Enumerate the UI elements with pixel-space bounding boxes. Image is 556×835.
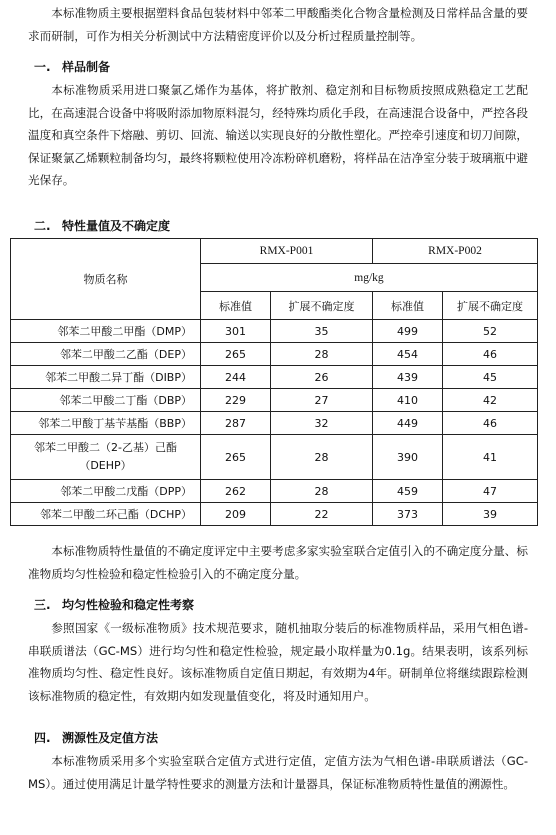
- unit-header: mg/kg: [201, 264, 538, 292]
- section-title: 样品制备: [62, 60, 111, 74]
- substance-name-header: 物质名称: [11, 239, 201, 320]
- uncertainty-value: 32: [271, 412, 373, 435]
- sample-header: RMX-P001: [201, 239, 373, 264]
- substance-name-line2: （DEHP）: [79, 459, 132, 472]
- table-row: [11, 343, 538, 366]
- standard-value: 499: [373, 320, 443, 343]
- section-heading-2: [34, 216, 170, 236]
- table-row: [11, 480, 538, 503]
- substance-name: 邻苯二甲酸二丁酯（DBP）: [11, 389, 201, 412]
- section-number: 三.: [34, 598, 51, 612]
- standard-value: 454: [373, 343, 443, 366]
- standard-value-header: 标准值: [373, 292, 443, 320]
- standard-value: 287: [201, 412, 271, 435]
- section-title: 溯源性及定值方法: [62, 731, 159, 745]
- standard-value: 449: [373, 412, 443, 435]
- standard-value: 410: [373, 389, 443, 412]
- uncertainty-value: 46: [443, 343, 538, 366]
- uncertainty-header: 扩展不确定度: [443, 292, 538, 320]
- uncertainty-value: 26: [271, 366, 373, 389]
- table-row: [11, 503, 538, 526]
- uncertainty-value: 35: [271, 320, 373, 343]
- uncertainty-value: 47: [443, 480, 538, 503]
- uncertainty-value: 41: [443, 435, 538, 480]
- uncertainty-value: 46: [443, 412, 538, 435]
- standard-value: 209: [201, 503, 271, 526]
- substance-name: 邻苯二甲酸二甲酯（DMP）: [11, 320, 201, 343]
- substance-name: 邻苯二甲酸二戊酯（DPP）: [11, 480, 201, 503]
- standard-value: 262: [201, 480, 271, 503]
- preparation-paragraph: 本标准物质采用进口聚氯乙烯作为基体，将扩散剂、稳定剂和目标物质按照成熟稳定工艺配比，在高速混合设备中将吸附添加物原料混匀，经特殊均质化手段，在高速混合设备中，严控各段温度和真空条件下熔融、剪切、回流、输送以实现良好的分散性塑化。严控牵引速度和切刀间隙，保证聚氯乙烯颗粒制备均匀，最终将颗粒使用冷冻粉碎机磨粉，将样品在洁净室分装于玻璃瓶中避光保存。: [28, 83, 528, 187]
- table-row: [11, 320, 538, 343]
- table-row: [11, 366, 538, 389]
- substance-name: [11, 435, 201, 480]
- uncertainty-value: 27: [271, 389, 373, 412]
- section-heading-3: [34, 595, 194, 615]
- standard-value: 265: [201, 343, 271, 366]
- table-row: [11, 435, 538, 480]
- section-heading-4: [34, 728, 158, 748]
- uncertainty-value: 42: [443, 389, 538, 412]
- uncertainty-value: 45: [443, 366, 538, 389]
- uncertainty-paragraph: 本标准物质特性量值的不确定度评定中主要考虑多家实验室联合定值引入的不确定度分量、标准物质均匀性检验和稳定性检验引入的不确定度分量。: [28, 544, 528, 581]
- intro-paragraph: 本标准物质主要根据塑料食品包装材料中邻苯二甲酸酯类化合物含量检测及日常样品含量的要求而研制，可作为相关分析测试中方法精密度评价以及分析过程质量控制等。: [28, 6, 528, 43]
- substance-name: 邻苯二甲酸二乙酯（DEP）: [11, 343, 201, 366]
- uncertainty-value: 39: [443, 503, 538, 526]
- uncertainty-value: 28: [271, 343, 373, 366]
- substance-name-line1: 邻苯二甲酸二（2-乙基）己酯: [34, 441, 177, 454]
- uncertainty-header: 扩展不确定度: [271, 292, 373, 320]
- standard-value: 459: [373, 480, 443, 503]
- substance-name: 邻苯二甲酸二环己酯（DCHP）: [11, 503, 201, 526]
- uncertainty-value: 28: [271, 435, 373, 480]
- property-values-table: [10, 238, 538, 526]
- section-title: 特性量值及不确定度: [62, 219, 171, 233]
- uncertainty-value: 52: [443, 320, 538, 343]
- uncertainty-value: 22: [271, 503, 373, 526]
- standard-value: 390: [373, 435, 443, 480]
- section-heading-1: [34, 57, 110, 77]
- standard-value-header: 标准值: [201, 292, 271, 320]
- standard-value: 244: [201, 366, 271, 389]
- substance-name: 邻苯二甲酸二异丁酯（DIBP）: [11, 366, 201, 389]
- section-title: 均匀性检验和稳定性考察: [62, 598, 195, 612]
- table-row: [11, 389, 538, 412]
- table-row: [11, 412, 538, 435]
- section-number: 一.: [34, 60, 51, 74]
- section-number: 四.: [34, 731, 51, 745]
- standard-value: 301: [201, 320, 271, 343]
- substance-name: 邻苯二甲酸丁基苄基酯（BBP）: [11, 412, 201, 435]
- section-number: 二.: [34, 219, 51, 233]
- standard-value: 229: [201, 389, 271, 412]
- homogeneity-paragraph: 参照国家《一级标准物质》技术规范要求，随机抽取分装后的标准物质样品，采用气相色谱-串联质谱法（GC-MS）进行均匀性和稳定性检验，规定最小取样量为0.1g。结果表明，该系列标准物质均匀性、稳定性良好。该标准物质自定值日期起，有效期为4年。研制单位将继续跟踪检测该标准物质的稳定性，有效期内如发现量值变化，将及时通知用户。: [28, 621, 528, 703]
- standard-value: 373: [373, 503, 443, 526]
- uncertainty-value: 28: [271, 480, 373, 503]
- sample-header: RMX-P002: [373, 239, 538, 264]
- traceability-paragraph: 本标准物质采用多个实验室联合定值方式进行定值，定值方法为气相色谱-串联质谱法（GC-MS）。通过使用满足计量学特性要求的测量方法和计量器具，保证标准物质特性量值的溯源性。: [28, 754, 528, 791]
- standard-value: 439: [373, 366, 443, 389]
- standard-value: 265: [201, 435, 271, 480]
- table-header-row: [11, 239, 538, 264]
